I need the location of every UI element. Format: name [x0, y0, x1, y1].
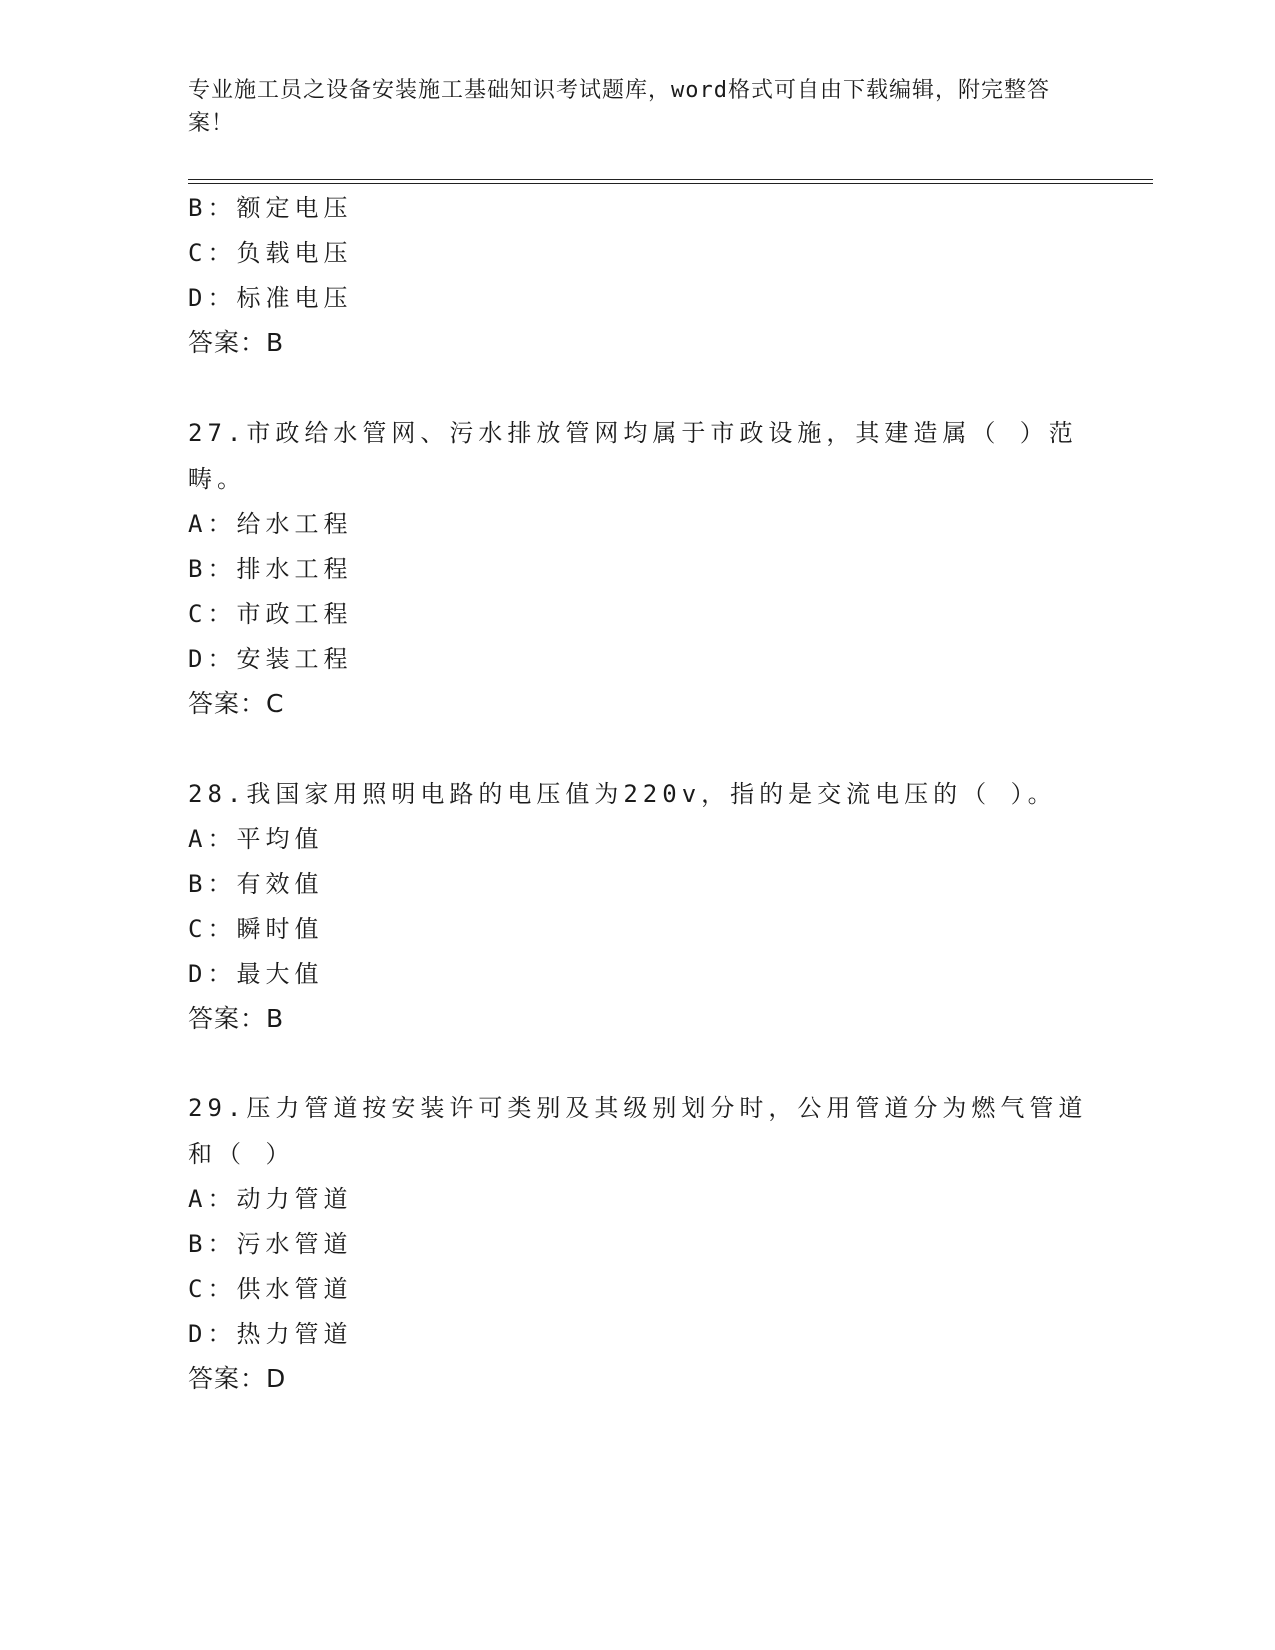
question-28-text: 28.我国家用照明电路的电压值为220v，指的是交流电压的（ ）。 [188, 780, 1057, 808]
header-divider-top [188, 179, 1153, 180]
prev-answer: 答案：B [188, 328, 285, 357]
prev-option-c: C：负载电压 [188, 239, 353, 267]
question-27-option-c: C：市政工程 [188, 600, 353, 628]
prev-option-b: B：额定电压 [188, 194, 353, 222]
question-27-answer: 答案：C [188, 689, 285, 718]
question-28-answer: 答案：B [188, 1004, 285, 1033]
header-divider-bottom [188, 183, 1153, 184]
question-28-option-a: A：平均值 [188, 825, 324, 853]
prev-option-d: D：标准电压 [188, 284, 353, 312]
question-27-option-d: D：安装工程 [188, 645, 353, 673]
page-header: 专业施工员之设备安装施工基础知识考试题库，word格式可自由下载编辑，附完整答案！ [188, 78, 1050, 136]
question-29-option-d: D：热力管道 [188, 1320, 353, 1348]
question-29-option-a: A：动力管道 [188, 1185, 353, 1213]
question-27-option-a: A：给水工程 [188, 510, 353, 538]
question-28-option-c: C：瞬时值 [188, 915, 324, 943]
question-28-option-b: B：有效值 [188, 870, 324, 898]
question-29-option-c: C：供水管道 [188, 1275, 353, 1303]
question-29-option-b: B：污水管道 [188, 1230, 353, 1258]
question-28-option-d: D：最大值 [188, 960, 324, 988]
question-29-text: 29.压力管道按安装许可类别及其级别划分时，公用管道分为燃气管道和（ ） [188, 1094, 1088, 1168]
question-27-text: 27.市政给水管网、污水排放管网均属于市政设施，其建造属（ ）范畴。 [188, 419, 1078, 493]
question-29-answer: 答案：D [188, 1364, 287, 1393]
question-27-option-b: B：排水工程 [188, 555, 353, 583]
